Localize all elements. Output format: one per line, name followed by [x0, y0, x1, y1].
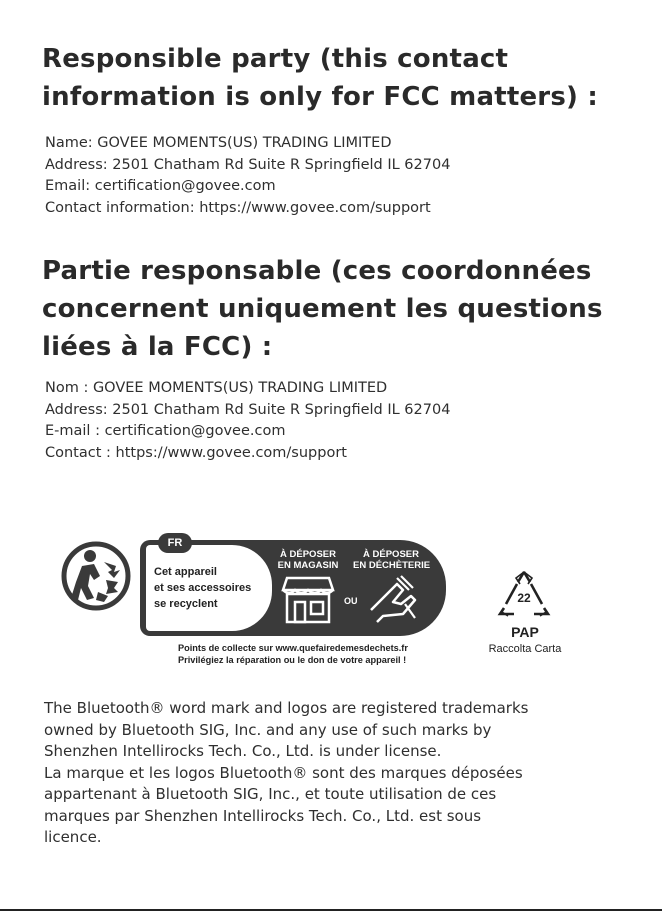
panel-line: se recyclent [154, 598, 218, 610]
notice-line: owned by Bluetooth SIG, Inc. and any use of such marks by [44, 720, 492, 739]
panel-line: et ses accessoires [154, 582, 252, 594]
drop-off-hand-icon [367, 574, 421, 624]
heading-line: liées à la FCC) : [42, 332, 273, 362]
footnote-line: Points de collecte sur www.quefairedemesdechets.fr [178, 643, 408, 653]
contact-info: Contact : https://www.govee.com/support [45, 444, 347, 461]
infotri-footnote [178, 642, 408, 666]
contact-address: Address: 2501 Chatham Rd Suite R Springfield IL 62704 [45, 156, 451, 173]
panel-text [154, 564, 251, 612]
waste-center-dropoff-label [353, 549, 429, 571]
responsible-party-heading-fr [42, 252, 603, 366]
notice-line: The Bluetooth® word mark and logos are registered trademarks [44, 699, 529, 717]
notice-line: La marque et les logos Bluetooth® sont des marques déposées [44, 763, 523, 782]
contact-block-fr [45, 378, 450, 464]
shop-icon [281, 574, 335, 624]
store-dropoff-label [270, 549, 346, 571]
heading-line: Partie responsable (ces coordonnées [42, 256, 592, 286]
footnote-line: Privilégiez la réparation ou le don de votre appareil ! [178, 655, 407, 665]
or-label: OU [344, 596, 358, 606]
notice-line: licence. [44, 828, 102, 846]
contact-email: E-mail : certification@govee.com [45, 423, 286, 439]
panel-line: Cet appareil [154, 566, 217, 578]
contact-name: Name: GOVEE MOMENTS(US) TRADING LIMITED [45, 135, 392, 151]
notice-line: Shenzhen Intellirocks Tech. Co., Ltd. is under license. [44, 742, 442, 760]
contact-address: Address: 2501 Chatham Rd Suite R Springfield IL 62704 [45, 401, 451, 418]
label-line: EN MAGASIN [277, 560, 339, 571]
label-line: À DÉPOSER [363, 549, 419, 560]
responsible-party-heading-en [42, 40, 598, 116]
recycling-code-block [480, 568, 570, 664]
label-line: EN DÉCHÈTERIE [353, 560, 431, 571]
notice-line: marques par Shenzhen Intellirocks Tech. Co., Ltd. est sous [44, 806, 482, 825]
recycling-number: 22 [517, 591, 531, 605]
heading-line: concernent uniquement les questions [42, 294, 603, 324]
bottom-divider [0, 909, 662, 911]
trademark-notice [44, 698, 644, 849]
infotri-label [140, 530, 452, 670]
heading-line: information is only for FCC matters) : [42, 82, 598, 112]
contact-name: Nom : GOVEE MOMENTS(US) TRADING LIMITED [45, 380, 388, 396]
country-tag: FR [158, 533, 192, 553]
heading-line: Responsible party (this contact [42, 44, 509, 74]
notice-line: appartenant à Bluetooth SIG, Inc., et toute utilisation de ces [44, 785, 497, 803]
contact-info: Contact information: https://www.govee.com/support [45, 199, 431, 216]
label-line: À DÉPOSER [280, 549, 336, 560]
recycling-code: PAP [511, 624, 539, 640]
contact-email: Email: certification@govee.com [45, 178, 276, 194]
recycling-subtitle: Raccolta Carta [488, 643, 562, 655]
triman-recycling-icon [60, 540, 132, 612]
contact-block-en [45, 133, 450, 219]
